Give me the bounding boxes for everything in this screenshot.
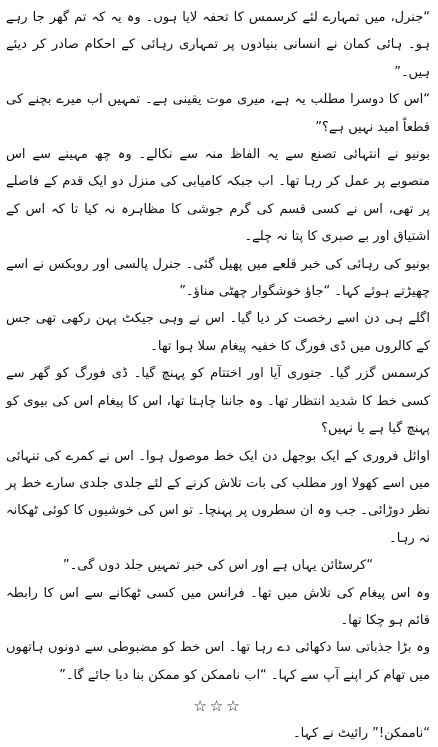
paragraph-february-letter: اوائل فروری کے ایک بوجھل دن ایک خط موصول ہوا۔ اس نے کمرے کی تنہائی میں اسے کھولا اور مطلب کی بات تلاش کرنے کے لئے جلدی جلدی سارے خط پر نظر دوڑائی۔ جب وہ ان سطروں پر پہنچا۔ تو اس کی خوشیوں کا کوئی ٹھکانہ نہ رہا۔ bbox=[6, 448, 430, 546]
paragraph-impossible-possible: وہ بڑا جذباتی سا دکھائی دے رہا تھا۔ اس خط کو مضبوطی سے دونوں ہاتھوں میں تھام کر اپنے آپ سے کہا۔ “اب ناممکن کو ممکن بنا دیا جائے گا۔” bbox=[6, 640, 430, 683]
paragraph-bonio-plan: بونیو نے انتہائی تصنع سے یہ الفاظ منہ سے نکالے۔ وہ چھ مہینے سے اس منصوبے پر عمل کر رہا تھا۔ اب جبکہ کامیابی کی منزل دو ایک قدم کے فاصلے پر تھی، اس نے کسی قسم کی گرم جوشی کا مظاہرہ نہ کیا تا کہ اس کے اشتیاق اور بے صبری کا پتا نہ چلے۔ bbox=[6, 147, 430, 245]
paragraph-message-search: وہ اس پیغام کی تلاش میں تھا۔ فرانس میں کسی ٹھکانے سے اس کا رابطہ قائم ہو چکا تھا۔ bbox=[6, 585, 430, 628]
paragraph-christine-quote: “کرسٹائن یہاں ہے اور اس کی خبر تمہیں جلد دوں گی۔” bbox=[62, 558, 374, 574]
paragraph-general-gift: “جنرل، میں تمہارے لئے کرسمس کا تحفہ لایا ہوں۔ وہ یہ کہ تم گھر جا رہے ہو۔ ہائی کمان نے انسانی بنیادوں پر تمہاری رہائی کے احکام صادر کر دیئے ہیں۔” bbox=[6, 10, 430, 80]
closing-line: “ناممکن!” رائیٹ نے کہا۔ bbox=[292, 726, 430, 742]
paragraph-waiting-letter: کرسمس گزر گیا۔ جنوری آیا اور اختتام کو پہنچ گیا۔ ڈی فورگ کو گھر سے کسی خط کا شدید انتظار تھا۔ وہ جاننا چاہتا تھا، اس کا پیغام اس کی بیوی کو پہنچ گیا ہے یا نہیں؟ bbox=[6, 366, 430, 437]
section-separator-stars: ☆☆☆ bbox=[193, 697, 243, 716]
paragraph-jacket-message: اگلے ہی دن اسے رخصت کر دیا گیا۔ اس نے وہی جیکٹ پہن رکھی تھی جس کے کالروں میں ڈی فورگ کا خفیہ پیغام سلا ہوا تھا۔ bbox=[6, 311, 430, 354]
paragraph-death-certain: “اس کا دوسرا مطلب یہ ہے، میری موت یقینی ہے۔ تمہیں اب میرے بچنے کی قطعاً امید نہیں ہے؟” bbox=[6, 92, 430, 135]
paragraph-release-news: بونیو کی رہائی کی خبر قلعے میں پھیل گئی۔ جنرل پالسی اور روبکس نے اسے چھیڑتے ہوئے کہا۔ “جاؤ خوشگوار چھٹی مناؤ۔” bbox=[6, 256, 430, 300]
